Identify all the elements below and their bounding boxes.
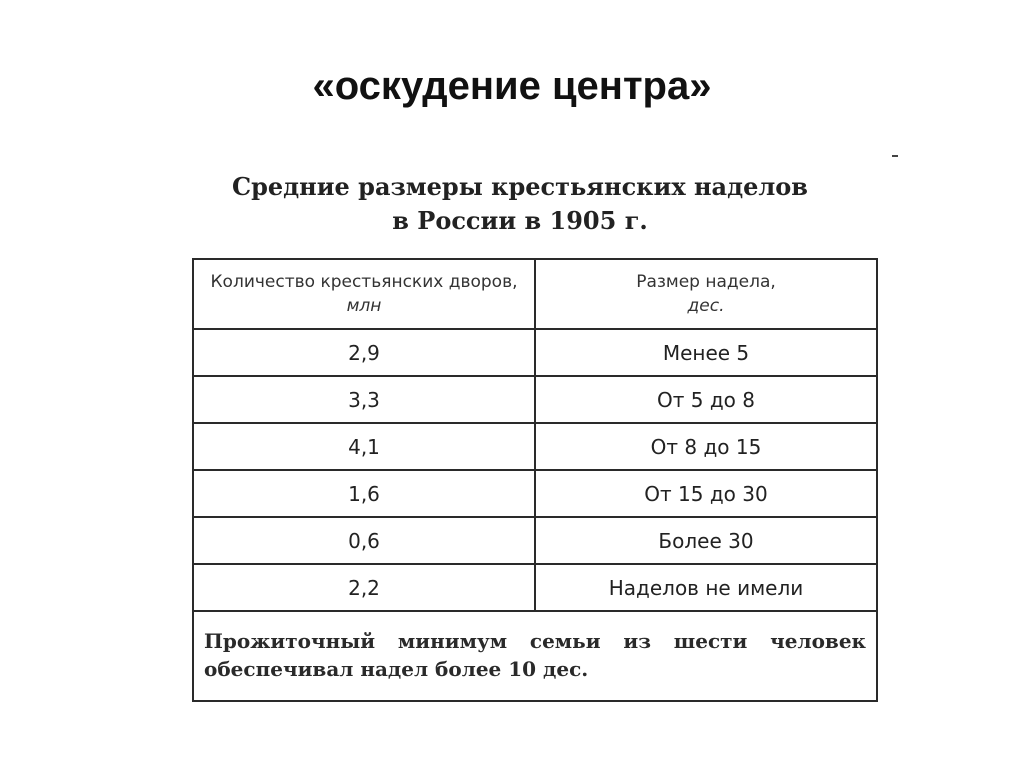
cell-allotment: От 15 до 30 xyxy=(535,470,877,517)
table-row xyxy=(193,470,877,517)
header-allotment xyxy=(535,259,877,329)
cell-allotment: Более 30 xyxy=(535,517,877,564)
scan-mark xyxy=(892,155,898,157)
header-allotment-unit: дес. xyxy=(687,296,725,316)
header-households-unit: млн xyxy=(346,296,382,316)
table-caption-line-1: Средние размеры крестьянских наделов xyxy=(232,172,808,201)
cell-households: 2,2 xyxy=(193,564,535,611)
scanned-table-image xyxy=(180,160,900,705)
header-allotment-label: Размер надела, xyxy=(636,272,776,292)
cell-allotment: Менее 5 xyxy=(535,329,877,376)
header-households xyxy=(193,259,535,329)
allotment-table xyxy=(192,258,878,702)
table-caption xyxy=(180,170,860,238)
cell-allotment: От 8 до 15 xyxy=(535,423,877,470)
slide-title: «оскудение центра» xyxy=(312,64,712,108)
cell-households: 1,6 xyxy=(193,470,535,517)
table-row xyxy=(193,376,877,423)
cell-households: 4,1 xyxy=(193,423,535,470)
cell-allotment: Наделов не имели xyxy=(535,564,877,611)
cell-allotment: От 5 до 8 xyxy=(535,376,877,423)
table-row xyxy=(193,517,877,564)
table-note: Прожиточный минимум семьи из шести человек обеспечивал надел более 10 дес. xyxy=(193,611,877,701)
cell-households: 2,9 xyxy=(193,329,535,376)
cell-households: 0,6 xyxy=(193,517,535,564)
table-row xyxy=(193,329,877,376)
cell-households: 3,3 xyxy=(193,376,535,423)
header-households-label: Количество крестьянских дворов, xyxy=(210,272,518,292)
table-caption-line-2: в России в 1905 г. xyxy=(392,206,648,235)
table-row xyxy=(193,423,877,470)
table-header-row xyxy=(193,259,877,329)
table-row xyxy=(193,564,877,611)
table-note-row xyxy=(193,611,877,701)
